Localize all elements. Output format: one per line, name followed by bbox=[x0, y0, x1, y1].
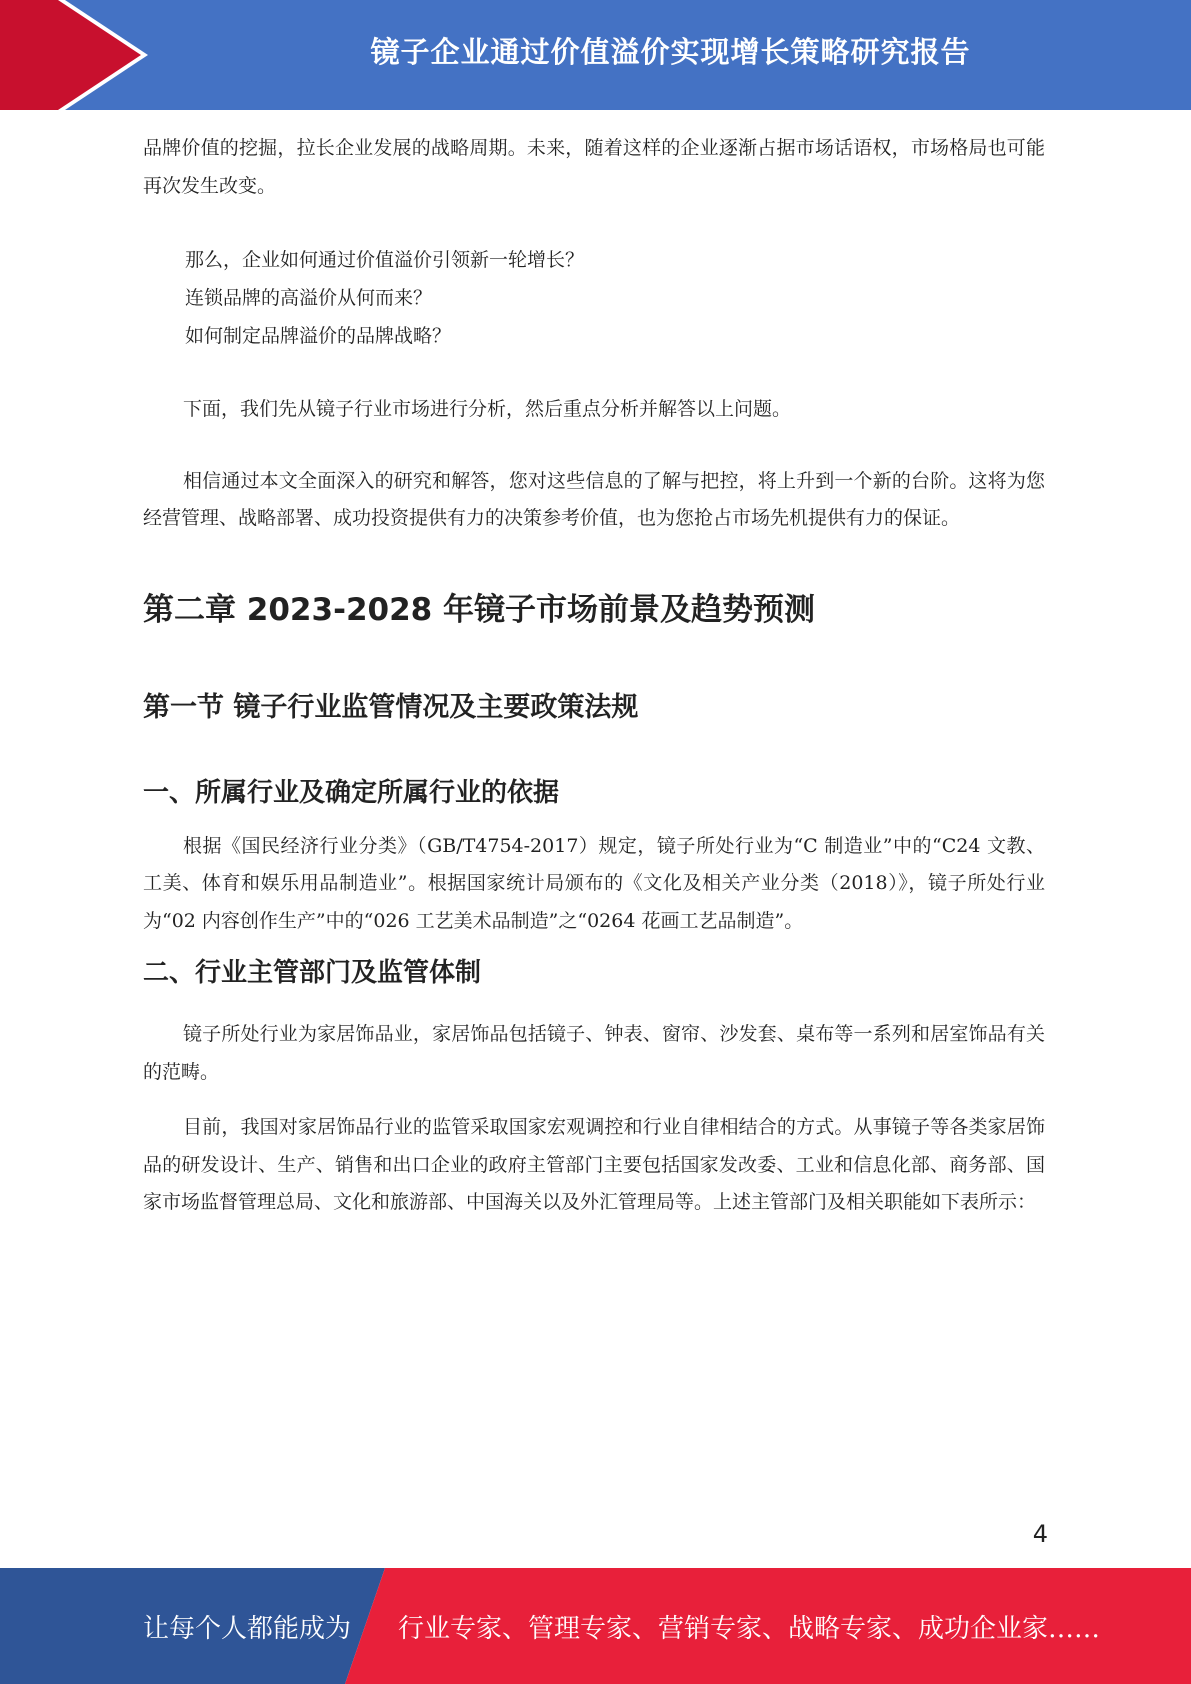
footer-band bbox=[0, 1568, 1191, 1684]
question-item: 连锁品牌的高溢价从何而来？ bbox=[185, 287, 433, 309]
question-item: 如何制定品牌溢价的品牌战略？ bbox=[185, 325, 452, 347]
intro-paragraph-value: 相信通过本文全面深入的研究和解答，您对这些信息的了解与把控，将上升到一个新的台阶。这将为您经营管理、战略部署、成功投资提供有力的决策参考价值，也为您抢占市场先机提供有力的保证。 bbox=[143, 469, 1045, 529]
subsection-title-industry: 一、所属行业及确定所属行业的依据 bbox=[143, 777, 560, 808]
header-title: 镜子企业通过价值溢价实现增长策略研究报告 bbox=[370, 34, 971, 69]
chapter-title: 第二章 2023-2028 年镜子市场前景及趋势预测 bbox=[143, 591, 816, 628]
page-number: 4 bbox=[1032, 1520, 1048, 1548]
intro-paragraph-analysis: 下面，我们先从镜子行业市场进行分析，然后重点分析并解答以上问题。 bbox=[183, 398, 792, 420]
document-body bbox=[143, 130, 1045, 1222]
question-item: 那么，企业如何通过价值溢价引领新一轮增长？ bbox=[185, 249, 585, 271]
subsection-title-regulation: 二、行业主管部门及监管体制 bbox=[143, 958, 482, 988]
intro-paragraph-continued: 品牌价值的挖掘，拉长企业发展的战略周期。未来，随着这样的企业逐渐占据市场话语权，市场格局也可能再次发生改变。 bbox=[143, 137, 1045, 197]
footer-slogan-left: 让每个人都能成为 bbox=[143, 1613, 352, 1644]
header-band bbox=[0, 0, 1191, 110]
section-title: 第一节 镜子行业监管情况及主要政策法规 bbox=[143, 691, 639, 723]
footer-slogan-right: 行业专家、管理专家、营销专家、战略专家、成功企业家…… bbox=[398, 1613, 1101, 1644]
industry-classification-paragraph: 根据《国民经济行业分类》（GB/T4754-2017）规定，镜子所处行业为“C 制造业”中的“C24 文教、工美、体育和娱乐用品制造业”。根据国家统计局颁布的《文化及相关产业分类（2018）》，镜子所处行业为“02 内容创作生产”中的“026 工艺美术品制造”之“0264 花画工艺品制造”。 bbox=[143, 834, 1045, 932]
regulation-paragraph-scope: 镜子所处行业为家居饰品业，家居饰品包括镜子、钟表、窗帘、沙发套、桌布等一系列和居室饰品有关的范畴。 bbox=[143, 1023, 1045, 1083]
regulation-paragraph-authorities: 目前，我国对家居饰品行业的监管采取国家宏观调控和行业自律相结合的方式。从事镜子等各类家居饰品的研发设计、生产、销售和出口企业的政府主管部门主要包括国家发改委、工业和信息化部、商务部、国家市场监督管理总局、文化和旅游部、中国海关以及外汇管理局等。上述主管部门及相关职能如下表所示： bbox=[143, 1116, 1045, 1213]
